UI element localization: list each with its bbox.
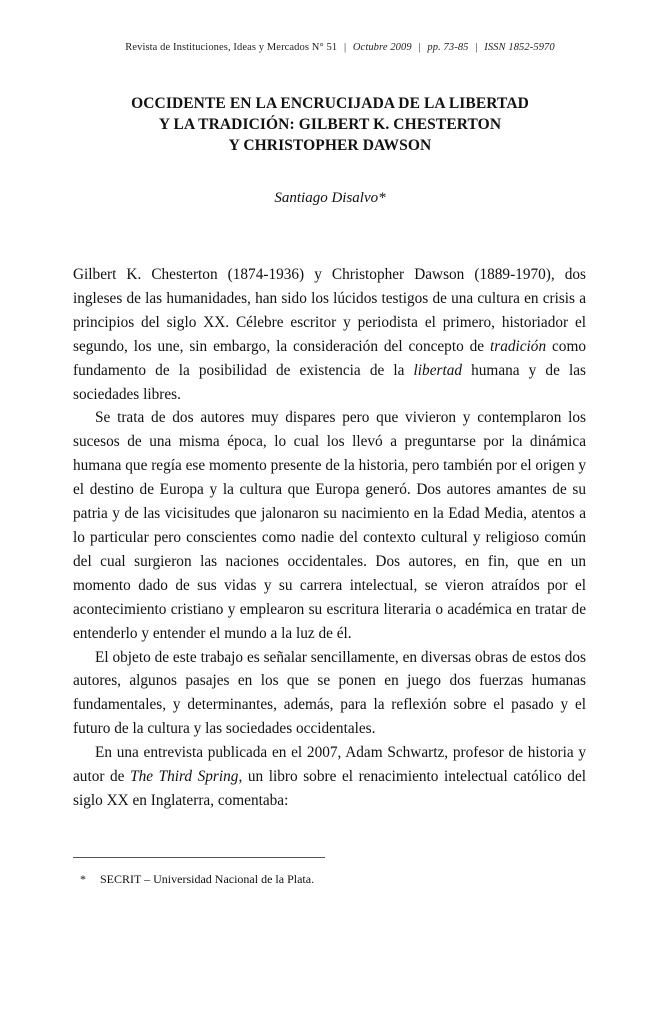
footnote-text: SECRIT – Universidad Nacional de la Plata. [100, 872, 315, 886]
header-separator: | [343, 42, 347, 53]
issn: ISSN 1852-5970 [484, 42, 555, 53]
page-range: pp. 73-85 [427, 42, 469, 53]
paragraph-2: Se trata de dos autores muy dispares pero que vivieron y contemplaron los sucesos de una misma época, lo cual los llevó a preguntarse por la dinámica humana que regía ese momento presente de la historia, pero también por el origen y el destino de Europa y la cultura que Europa generó. Dos autores amantes de su patria y de las vicisitudes que jalonaron su nacimiento en la Edad Media, atentos a lo particular pero conscientes como nadie del contexto cultural y religioso común del cual surgieron las naciones occidentales. Dos autores, en fin, que en un momento dado de sus vidas y su carrera intelectual, se vieron atraídos por el acontecimiento cristiano y emplearon su escritura literaria o académica en tratar de entenderlo y entender el mundo a la luz de él. [73, 409, 586, 642]
emphasis-libertad: libertad [413, 361, 462, 379]
paragraph-1 [73, 263, 586, 406]
text-run: Gilbert K. Chesterton (1874-1936) y Christopher Dawson (1889-1970), dos ingleses de las humanidades, han sido los lúcidos testigos de una cultura en crisis a principios del siglo XX. Célebre escritor y periodista el primero, historiador el segundo, los une, sin embargo, la consideración del concepto de [73, 266, 586, 355]
title-line-2: Y LA TRADICIÓN: GILBERT K. CHESTERTON [158, 116, 502, 133]
running-header [80, 42, 600, 53]
footnote [80, 872, 314, 887]
emphasis-tradicion: tradición [490, 337, 547, 355]
article-title [70, 93, 590, 156]
book-title: The Third Spring [130, 768, 239, 786]
paragraph-3: El objeto de este trabajo es señalar sencillamente, en diversas obras de estos dos autores, algunos pasajes en los que se ponen en juego dos fuerzas humanas fundamentales, y determinantes, además, para la reflexión sobre el pasado y el futuro de la cultura y las sociedades occidentales. [73, 648, 586, 738]
text-run: humana y de las sociedades libres. [73, 361, 586, 403]
text-run: , un libro sobre el renacimiento intelectual católico del siglo XX en Inglaterra, comentaba: [73, 768, 586, 809]
author-name: Santiago Disalvo* [274, 190, 386, 206]
footnote-mark: * [80, 872, 86, 886]
paragraph-4 [73, 741, 586, 813]
title-line-3: Y CHRISTOPHER DAWSON [228, 137, 432, 154]
title-line-1: OCCIDENTE EN LA ENCRUCIJADA DE LA LIBERTAD [131, 95, 529, 112]
footnote-divider [73, 857, 325, 858]
header-separator: | [418, 42, 421, 53]
issue-date: Octubre 2009 [352, 42, 412, 53]
text-run: En una entrevista publicada en el 2007, Adam Schwartz, profesor de historia y autor de [73, 744, 586, 786]
journal-name: Revista de Instituciones, Ideas y Mercados N° 51 [125, 42, 338, 53]
text-run: como fundamento de la posibilidad de existencia de la [73, 337, 586, 379]
header-separator: | [475, 42, 478, 53]
article-body [73, 263, 586, 813]
